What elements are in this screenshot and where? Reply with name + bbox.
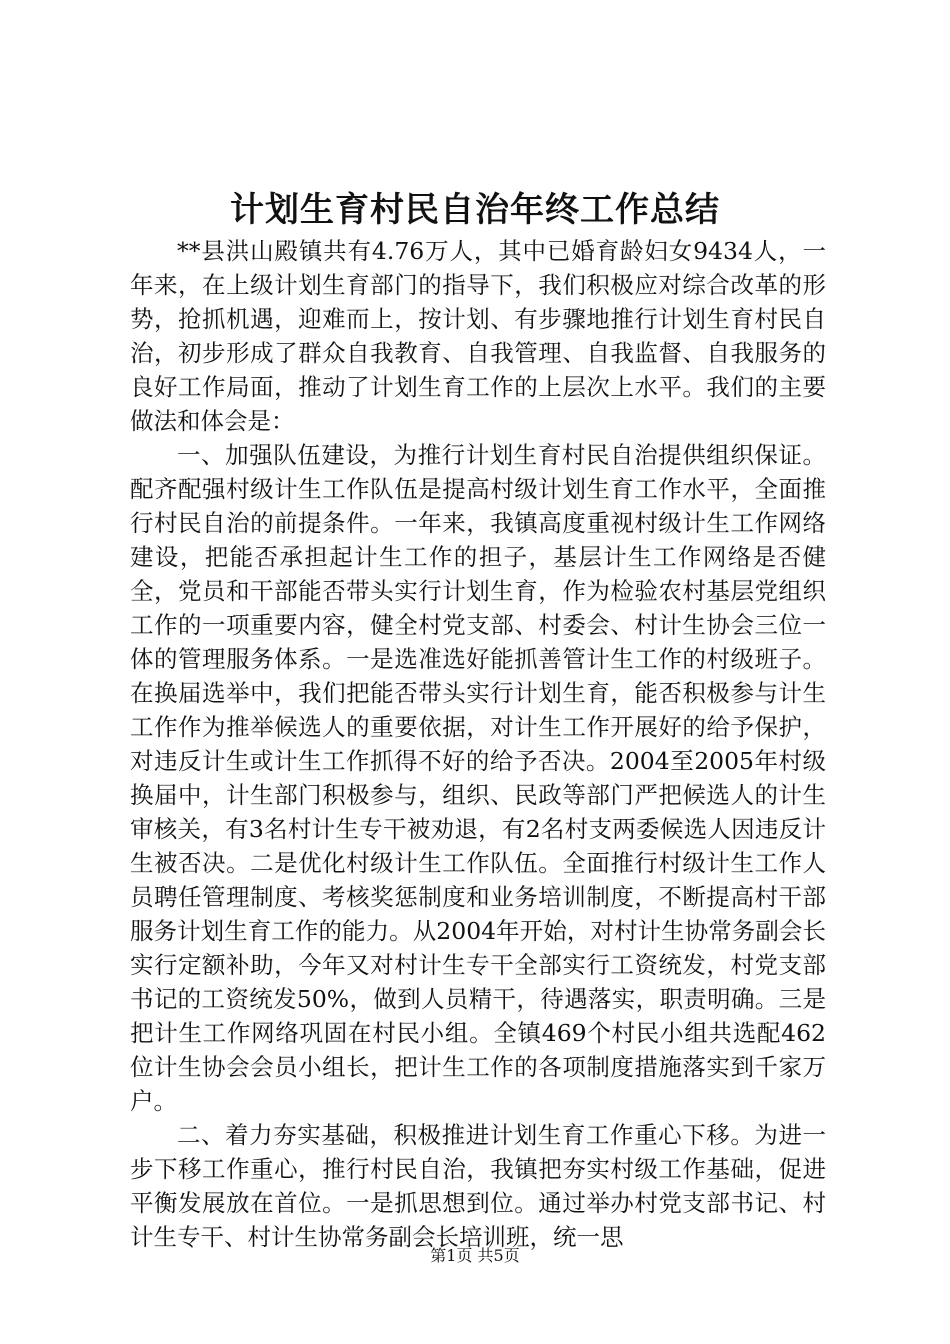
paragraph-section-two: 二、着力夯实基础，积极推进计划生育工作重心下移。为进一步下移工作重心，推行村民自治，我镇把夯实村级工作基础，促进平衡发展放在首位。一是抓思想到位。通过举办村党支部书记、村计生专干、村计生协常务副会长培训班，统一思 [130,1121,826,1251]
page-number-footer: 第1页 共5页 [430,1246,520,1265]
document-title: 计划生育村民自治年终工作总结 [230,190,720,230]
document-body [130,234,826,1254]
paragraph-section-one: 一、加强队伍建设，为推行计划生育村民自治提供组织保证。配齐配强村级计生工作队伍是提高村级计划生育工作水平，全面推行村民自治的前提条件。一年来，我镇高度重视村级计生工作网络建设，把能否承担起计生工作的担子，基层计生工作网络是否健全，党员和干部能否带头实行计划生育，作为检验农村基层党组织工作的一项重要内容，健全村党支部、村委会、村计生协会三位一体的管理服务体系。一是选准选好能抓善管计生工作的村级班子。在换届选举中，我们把能否带头实行计划生育，能否积极参与计生工作作为推举候选人的重要依据，对计生工作开展好的给予保护，对违反计生或计生工作抓得不好的给予否决。2004至2005年村级换届中，计生部门积极参与，组织、民政等部门严把候选人的计生审核关，有3名村计生专干被劝退，有2名村支两委候选人因违反计生被否决。二是优化村级计生工作队伍。全面推行村级计生工作人员聘任管理制度、考核奖惩制度和业务培训制度，不断提高村干部服务计划生育工作的能力。从2004年开始，对村计生协常务副会长实行定额补助，今年又对村计生专干全部实行工资统发，村党支部书记的工资统发50%，做到人员精干，待遇落实，职责明确。三是把计生工作网络巩固在村民小组。全镇469个村民小组共选配462位计生协会会员小组长，把计生工作的各项制度措施落实到千家万户。 [130,441,826,1115]
paragraph-intro: **县洪山殿镇共有4.76万人，其中已婚育龄妇女9434人，一年来，在上级计划生育部门的指导下，我们积极应对综合改革的形势，抢抓机遇，迎难而上，按计划、有步骤地推行计划生育村民自治，初步形成了群众自我教育、自我管理、自我监督、自我服务的良好工作局面，推动了计划生育工作的上层次上水平。我们的主要做法和体会是： [130,237,826,435]
